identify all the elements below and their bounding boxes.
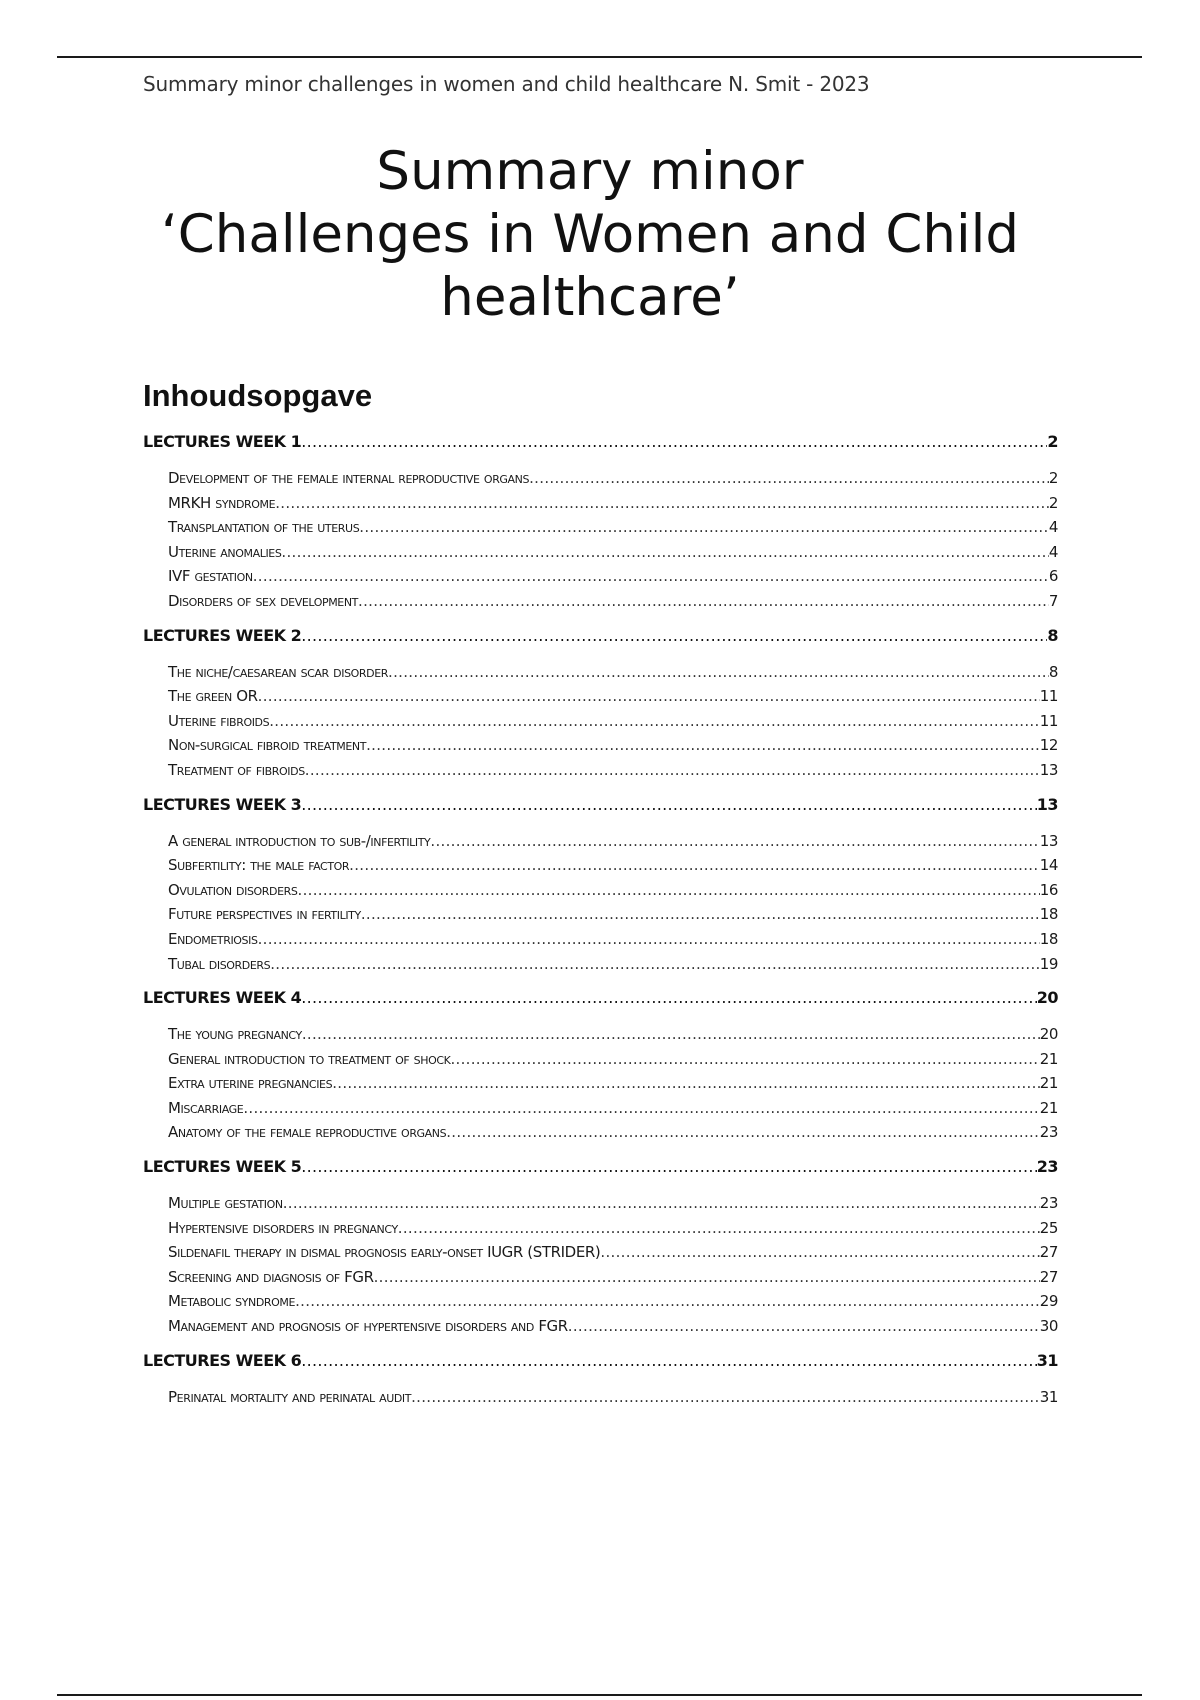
toc-dot-leader [243,1096,1039,1121]
toc-week-page-number: 13 [1036,794,1058,814]
document-title [140,140,1040,329]
toc-entry-label: Screening and diagnosis of FGR [168,1267,374,1286]
toc-entry-list [143,466,1058,614]
toc-entry-page-number: 2 [1048,493,1058,512]
toc-week-label: LECTURES WEEK 6 [143,1350,302,1370]
toc-entry-page-number: 31 [1039,1387,1058,1406]
toc-dot-leader [332,1071,1040,1096]
toc-entry-label: Uterine fibroids [168,711,270,730]
toc-entry-list [143,829,1058,977]
toc-entry-label: Perinatal mortality and perinatal audit [168,1387,412,1406]
toc-entry[interactable] [168,927,1058,952]
toc-dot-leader [301,1349,1037,1373]
toc-entry-page-number: 13 [1039,831,1058,850]
toc-entry-page-number: 18 [1039,905,1058,924]
toc-entry-page-number: 23 [1039,1123,1058,1142]
toc-entry-label: Disorders of sex development [168,591,358,610]
toc-entry-page-number: 27 [1039,1243,1058,1262]
toc-entry[interactable] [168,684,1058,709]
toc-entry-label: MRKH syndrome [168,493,276,512]
toc-entry-page-number: 21 [1039,1098,1058,1117]
toc-entry-label: A general introduction to sub-/infertility [168,831,431,850]
toc-week-group [143,1349,1058,1410]
toc-entry-label: Anatomy of the female reproductive organs [168,1123,447,1142]
toc-week-page-number: 20 [1036,988,1058,1008]
toc-entry[interactable] [168,733,1058,758]
toc-entry[interactable] [168,1022,1058,1047]
toc-entry-list [143,660,1058,783]
toc-dot-leader [258,927,1040,952]
toc-dot-leader [359,515,1049,540]
toc-entry[interactable] [168,564,1058,589]
toc-dot-leader [295,1289,1040,1314]
toc-entry-label: Hypertensive disorders in pregnancy [168,1218,398,1237]
footer-rule [57,1694,1142,1696]
toc-week-label: LECTURES WEEK 4 [143,988,302,1008]
toc-week-group [143,1155,1058,1339]
toc-entry-page-number: 2 [1048,469,1058,487]
toc-entry-page-number: 7 [1048,591,1058,610]
toc-week-label: LECTURES WEEK 1 [143,432,302,451]
toc-dot-leader [270,952,1039,977]
toc-dot-leader [430,829,1039,854]
toc-dot-leader [301,1155,1037,1179]
toc-entry-page-number: 12 [1039,736,1058,755]
toc-dot-leader [301,793,1037,817]
toc-week-entry[interactable] [143,1349,1058,1373]
toc-week-page-number: 2 [1047,432,1058,451]
toc-week-label: LECTURES WEEK 5 [143,1157,302,1177]
toc-entry-list [143,1385,1058,1410]
toc-entry[interactable] [168,709,1058,734]
toc-week-group [143,793,1058,977]
toc-entry-label: Miscarriage [168,1098,244,1117]
toc-entry[interactable] [168,589,1058,614]
toc-entry[interactable] [168,853,1058,878]
toc-entry-label: Extra uterine pregnancies [168,1074,333,1093]
toc-dot-leader [568,1314,1040,1339]
toc-entry-label: Uterine anomalies [168,542,282,561]
document-title-line-1: Summary minor [376,141,804,202]
toc-entry-page-number: 4 [1048,542,1058,561]
toc-dot-leader [398,1216,1040,1241]
toc-heading: Inhoudsopgave [143,378,373,413]
toc-entry-label: The niche/caesarean scar disorder [168,662,389,681]
toc-dot-leader [361,902,1040,927]
toc-week-page-number: 31 [1036,1350,1058,1370]
document-title-line-3: healthcare’ [440,267,740,328]
toc-entry-page-number: 25 [1039,1218,1058,1237]
toc-entry[interactable] [168,952,1058,977]
toc-dot-leader [301,430,1047,454]
toc-entry-label: Treatment of fibroids [168,760,305,779]
toc-entry-label: Transplantation of the uterus [168,518,360,537]
toc-week-label: LECTURES WEEK 3 [143,794,302,814]
toc-entry[interactable] [168,758,1058,783]
toc-entry-label: Sildenafil therapy in dismal prognosis early-onset IUGR (STRIDER) [168,1243,601,1262]
toc-week-group [143,624,1058,783]
toc-entry-label: Metabolic syndrome [168,1292,296,1311]
toc-dot-leader [301,624,1047,648]
toc-entry-page-number: 11 [1039,711,1058,730]
toc-entry-page-number: 11 [1039,687,1058,706]
toc-dot-leader [269,709,1040,734]
toc-entry[interactable] [168,515,1058,540]
table-of-contents [143,430,1058,1419]
toc-entry-page-number: 19 [1039,954,1058,973]
toc-dot-leader [283,1191,1040,1216]
toc-entry[interactable] [168,660,1058,685]
toc-week-entry[interactable] [143,793,1058,817]
toc-entry[interactable] [168,1191,1058,1216]
toc-dot-leader [446,1120,1039,1145]
toc-entry-page-number: 29 [1039,1292,1058,1311]
toc-entry[interactable] [168,1289,1058,1314]
toc-dot-leader [388,660,1049,685]
toc-dot-leader [258,684,1040,709]
toc-week-group [143,986,1058,1145]
toc-entry-page-number: 4 [1048,518,1058,537]
header-rule [57,56,1142,58]
toc-dot-leader [600,1240,1039,1265]
toc-week-page-number: 23 [1036,1157,1058,1177]
toc-entry-label: Development of the female internal reproductive organs [168,469,530,487]
toc-entry[interactable] [168,491,1058,516]
toc-entry-label: Endometriosis [168,929,258,948]
toc-dot-leader [302,1022,1040,1047]
toc-entry-page-number: 13 [1039,760,1058,779]
toc-dot-leader [529,466,1049,491]
toc-entry-page-number: 6 [1048,567,1058,586]
toc-dot-leader [298,878,1040,903]
toc-entry[interactable] [168,902,1058,927]
toc-week-label: LECTURES WEEK 2 [143,625,302,645]
toc-dot-leader [358,589,1049,614]
toc-entry[interactable] [168,1385,1058,1410]
toc-entry[interactable] [168,878,1058,903]
toc-dot-leader [411,1385,1040,1410]
toc-entry[interactable] [168,1096,1058,1121]
toc-entry-page-number: 27 [1039,1267,1058,1286]
toc-entry-page-number: 21 [1039,1049,1058,1068]
toc-entry[interactable] [168,1240,1058,1265]
toc-entry-page-number: 21 [1039,1074,1058,1093]
toc-entry[interactable] [168,1120,1058,1145]
toc-entry[interactable] [168,540,1058,565]
document-title-line-2: ‘Challenges in Women and Child [160,204,1020,265]
toc-entry-label: Management and prognosis of hypertensive disorders and FGR [168,1317,568,1336]
toc-entry[interactable] [168,1265,1058,1290]
toc-entry-label: Subfertility: the male factor [168,856,350,875]
toc-entry-page-number: 14 [1039,856,1058,875]
toc-entry-list [143,1022,1058,1145]
toc-entry-label: The young pregnancy [168,1025,302,1044]
toc-entry[interactable] [168,1071,1058,1096]
toc-entry-label: Ovulation disorders [168,880,298,899]
toc-entry[interactable] [168,466,1058,491]
toc-entry-label: Multiple gestation [168,1194,283,1213]
toc-entry-list [143,1191,1058,1339]
toc-entry-page-number: 23 [1039,1194,1058,1213]
toc-entry-page-number: 16 [1039,880,1058,899]
toc-dot-leader [374,1265,1040,1290]
toc-entry[interactable] [168,829,1058,854]
toc-dot-leader [366,733,1040,758]
toc-week-entry[interactable] [143,986,1058,1010]
running-header: Summary minor challenges in women and child healthcare N. Smit - 2023 [143,72,870,96]
toc-week-entry[interactable] [143,1155,1058,1179]
toc-dot-leader [275,491,1049,516]
toc-week-entry[interactable] [143,430,1058,454]
toc-entry-label: IVF gestation [168,567,253,586]
toc-dot-leader [301,986,1037,1010]
toc-entry-page-number: 30 [1039,1317,1058,1336]
toc-entry-label: The green OR [168,687,258,706]
toc-dot-leader [349,853,1040,878]
toc-entry-label: Non-surgical fibroid treatment [168,736,367,755]
toc-entry-page-number: 8 [1048,662,1058,681]
toc-entry[interactable] [168,1314,1058,1339]
toc-week-entry[interactable] [143,624,1058,648]
toc-entry-page-number: 18 [1039,929,1058,948]
toc-entry-page-number: 20 [1039,1025,1058,1044]
toc-entry[interactable] [168,1216,1058,1241]
toc-dot-leader [253,564,1049,589]
toc-dot-leader [305,758,1040,783]
toc-entry-label: General introduction to treatment of shock [168,1049,451,1068]
toc-week-page-number: 8 [1047,625,1058,645]
toc-entry-label: Tubal disorders [168,954,271,973]
toc-entry-label: Future perspectives in fertility [168,905,361,924]
toc-week-group [143,430,1058,614]
toc-entry[interactable] [168,1047,1058,1072]
toc-dot-leader [450,1047,1039,1072]
toc-dot-leader [281,540,1048,565]
